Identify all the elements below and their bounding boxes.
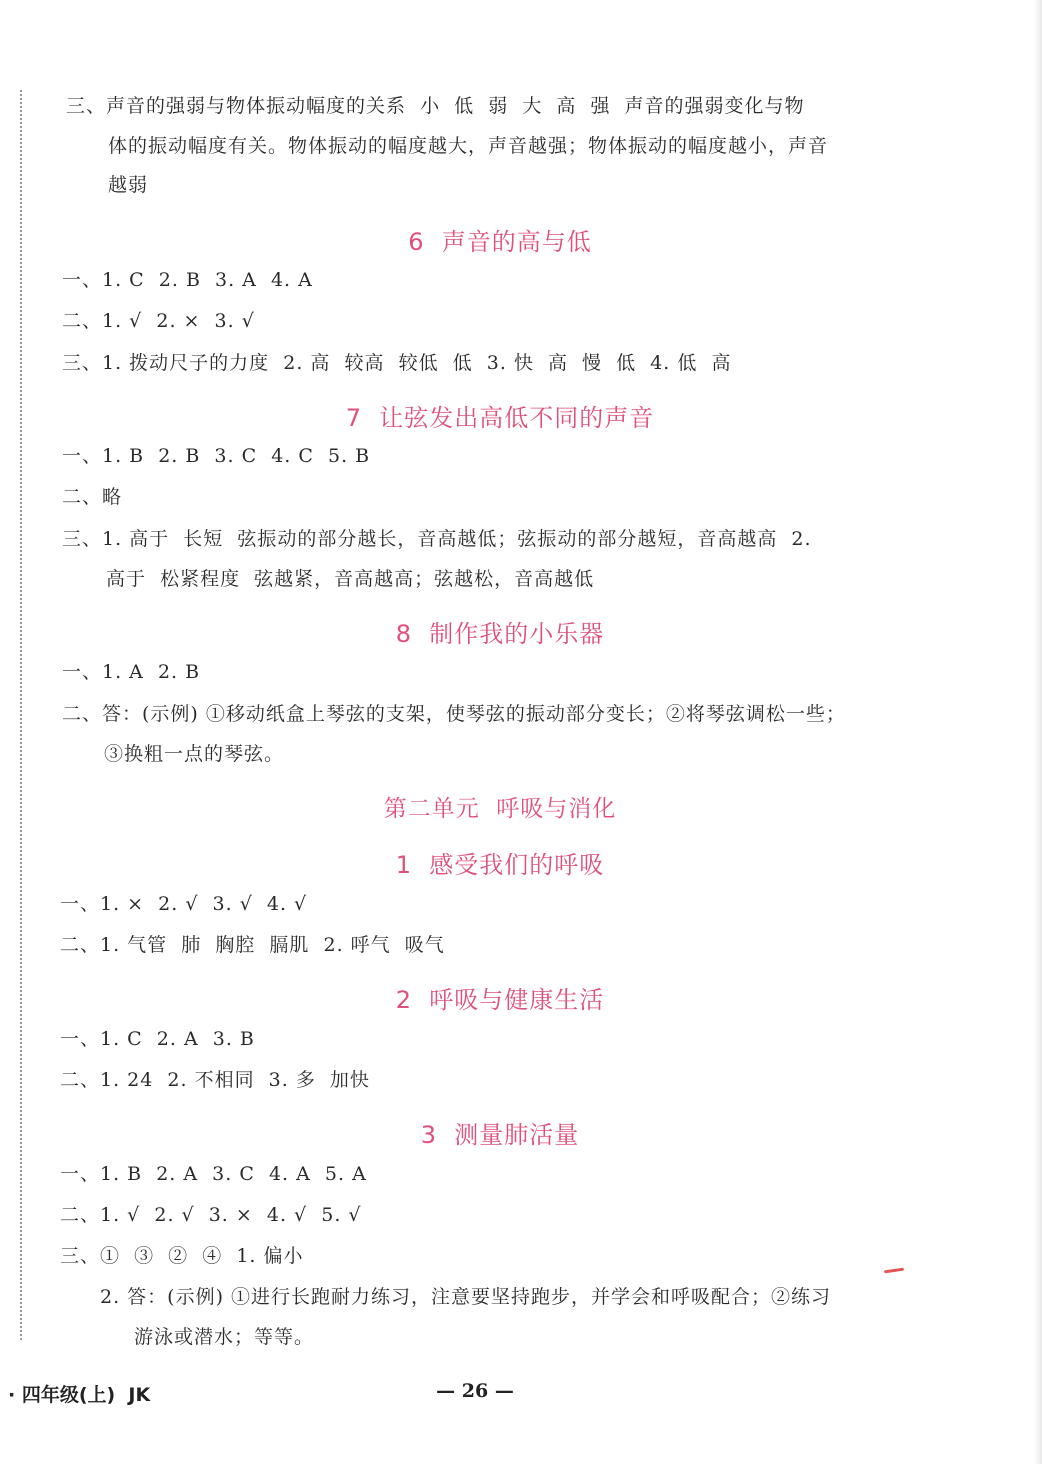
- answer-line: 二、1. √ 2. × 3. √: [62, 310, 255, 332]
- answer-line: 二、答：(示例) ①移动纸盒上琴弦的支架，使琴弦的振动部分变长；②将琴弦调松一些；: [62, 703, 846, 725]
- lesson-heading: 3 测量肺活量: [420, 1121, 580, 1149]
- answer-line: 二、略: [62, 486, 123, 508]
- answer-line: 三、1. 拨动尺子的力度 2. 高 较高 较低 低 3. 快 高 慢 低 4. 低 高: [62, 352, 732, 374]
- answer-line: 一、1. B 2. B 3. C 4. C 5. B: [62, 445, 371, 467]
- lesson-heading: 8 制作我的小乐器: [395, 620, 605, 648]
- answer-line: 一、1. A 2. B: [62, 661, 201, 683]
- lesson-heading: 2 呼吸与健康生活: [395, 986, 605, 1014]
- answer-line: 一、1. C 2. B 3. A 4. A: [62, 269, 313, 291]
- answer-line: 三、声音的强弱与物体振动幅度的关系 小 低 弱 大 高 强 声音的强弱变化与物: [66, 95, 805, 117]
- answer-line: 三、1. 高于 长短 弦振动的部分越长，音高越低；弦振动的部分越短，音高越高 2.: [62, 528, 812, 550]
- answer-line: 越弱: [108, 174, 149, 196]
- answer-line: 游泳或潜水；等等。: [134, 1326, 315, 1348]
- lesson-heading: 7 让弦发出高低不同的声音: [345, 404, 655, 432]
- answer-line: 一、1. B 2. A 3. C 4. A 5. A: [60, 1163, 367, 1185]
- page-number: — 26 —: [436, 1380, 514, 1402]
- pen-mark: [884, 1268, 904, 1274]
- answer-line: 一、1. × 2. √ 3. √ 4. √: [60, 893, 308, 915]
- lesson-heading: 6 声音的高与低: [408, 228, 592, 256]
- answer-line: ③换粗一点的琴弦。: [104, 743, 285, 765]
- answer-line: 三、① ③ ② ④ 1. 偏小: [60, 1245, 304, 1267]
- answer-line: 二、1. √ 2. √ 3. × 4. √ 5. √: [60, 1204, 362, 1226]
- answer-line: 二、1. 24 2. 不相同 3. 多 加快: [60, 1069, 370, 1091]
- page-edge: [1034, 0, 1042, 1464]
- answer-line: 体的振动幅度有关。物体振动的幅度越大，声音越强；物体振动的幅度越小，声音: [108, 135, 829, 157]
- answer-line: 高于 松紧程度 弦越紧，音高越高；弦越松，音高越低: [106, 568, 595, 590]
- binding-fold-line: [20, 90, 22, 1340]
- lesson-heading: 1 感受我们的呼吸: [395, 851, 605, 879]
- unit-heading: 第二单元 呼吸与消化: [383, 796, 617, 822]
- grade-label: · 四年级(上) JK: [8, 1384, 151, 1406]
- answer-line: 2. 答：(示例) ①进行长跑耐力练习，注意要坚持跑步，并学会和呼吸配合；②练习: [100, 1286, 832, 1308]
- answer-line: 一、1. C 2. A 3. B: [60, 1028, 255, 1050]
- answer-line: 二、1. 气管 肺 胸腔 膈肌 2. 呼气 吸气: [60, 934, 445, 956]
